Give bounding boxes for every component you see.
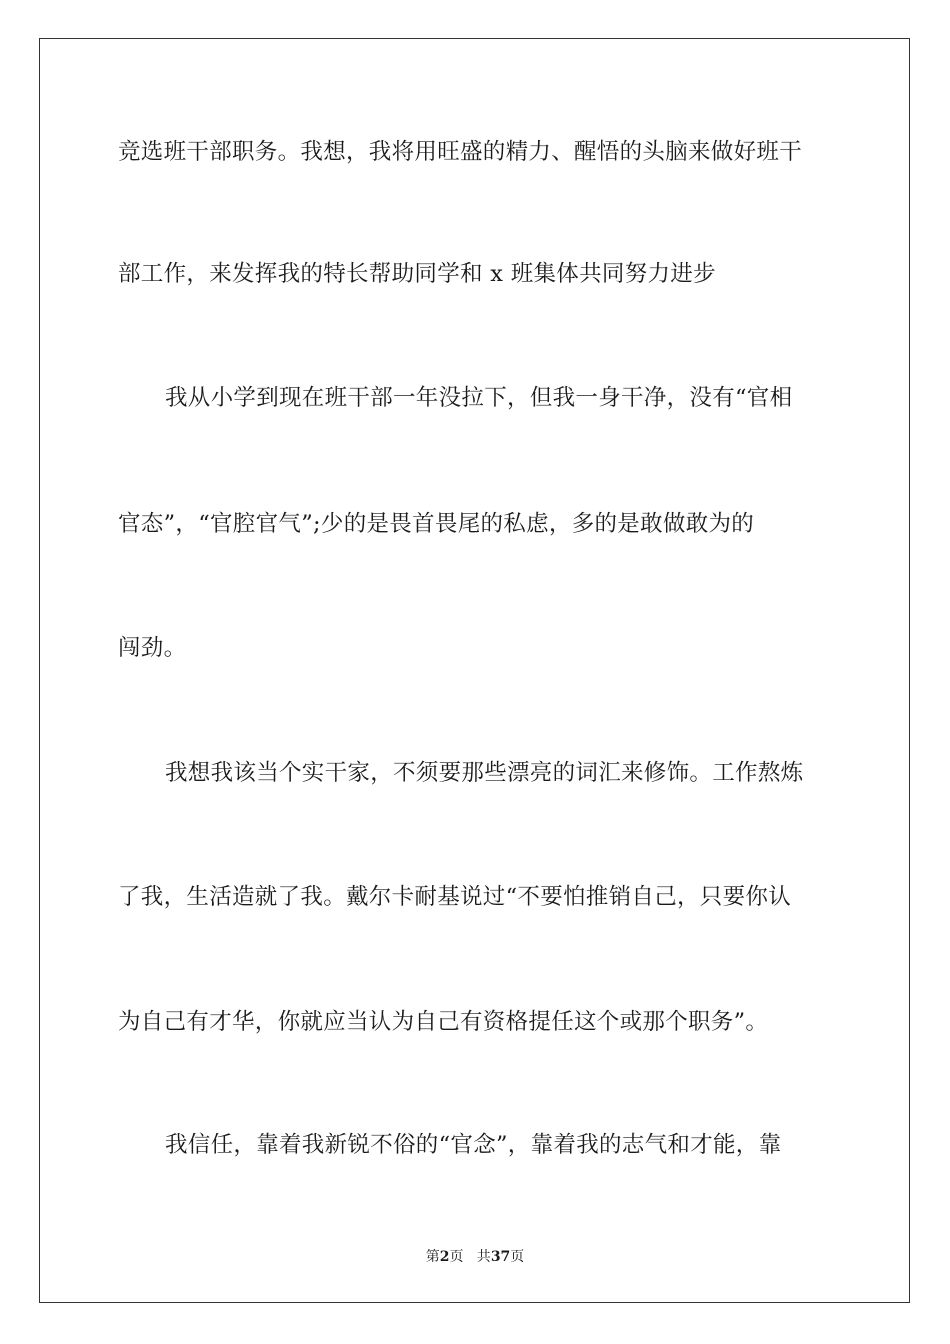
text-line-6: 我想我该当个实干家，不须要那些漂亮的词汇来修饰。工作熬炼 — [165, 760, 804, 786]
text-line-8: 为自己有才华，你就应当认为自己有资格提任这个或那个职务”。 — [118, 1009, 769, 1035]
text-line-7: 了我，生活造就了我。戴尔卡耐基说过“不要怕推销自己，只要你认 — [118, 884, 792, 910]
footer-page-number: 2 — [439, 1249, 450, 1265]
footer-prefix: 第 — [425, 1249, 440, 1265]
footer-total-pages: 37 — [490, 1249, 511, 1265]
page-border — [39, 38, 910, 1303]
text-line-3: 我从小学到现在班干部一年没拉下，但我一身干净，没有“官相 — [165, 385, 793, 411]
page-footer — [0, 1248, 950, 1266]
text-line-5: 闯劲。 — [118, 635, 187, 661]
text-line-9: 我信任，靠着我新锐不俗的“官念”，靠着我的志气和才能，靠 — [165, 1132, 782, 1158]
text-line-1: 竞选班干部职务。我想，我将用旺盛的精力、醒悟的头脑来做好班干 — [118, 139, 803, 165]
footer-mid: 页 共 — [449, 1249, 491, 1265]
footer-suffix: 页 — [510, 1249, 525, 1265]
text-line-2: 部工作，来发挥我的特长帮助同学和 x 班集体共同努力进步 — [118, 261, 716, 287]
text-line-4: 官态”，“官腔官气”;少的是畏首畏尾的私虑，多的是敢做敢为的 — [118, 511, 755, 537]
